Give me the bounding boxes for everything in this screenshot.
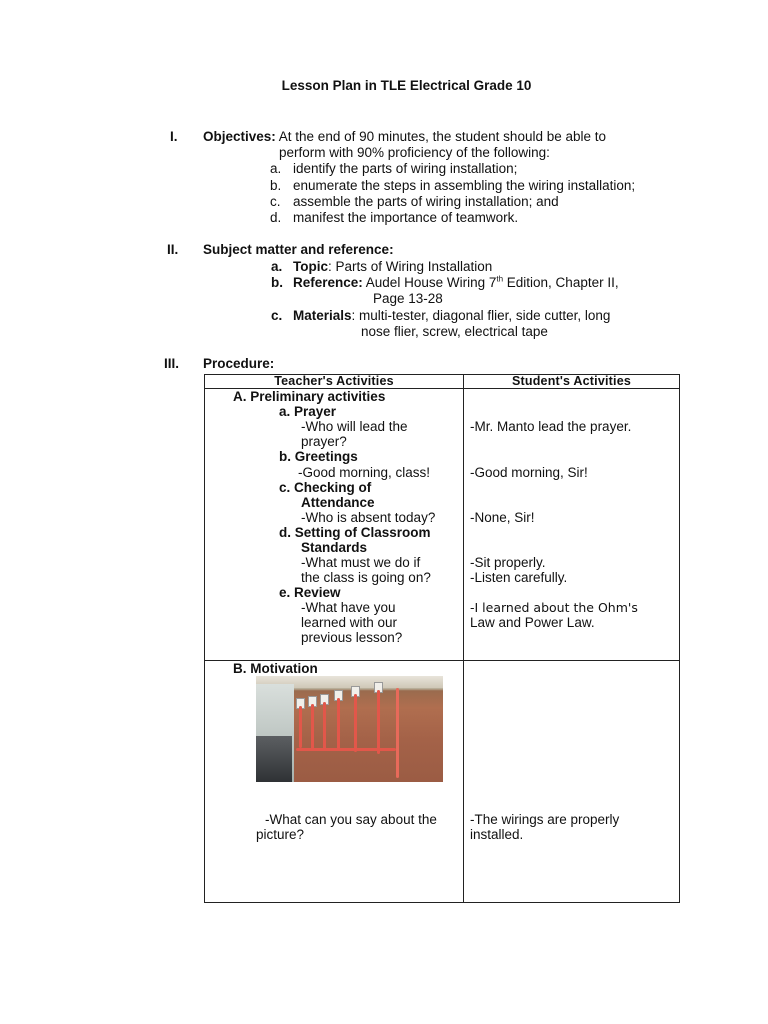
prayer-label: a. Prayer — [279, 404, 337, 419]
section-numeral-2: II. — [167, 242, 179, 257]
topic-text: : Parts of Wiring Installation — [328, 259, 493, 274]
topic-line — [293, 259, 492, 275]
objectives-intro-text: At the end of 90 minutes, the student should be able to — [275, 129, 607, 144]
attendance-label-cont: Attendance — [301, 495, 375, 510]
materials-line — [293, 308, 610, 324]
objectives-heading: Objectives: — [203, 129, 276, 144]
greetings-label: b. Greetings — [279, 449, 358, 464]
reference-pages: Page 13-28 — [373, 291, 443, 306]
review-question-cont: learned with our — [301, 615, 398, 630]
reference-text-cont: Edition, Chapter II, — [503, 275, 619, 290]
standards-question-cont: the class is going on? — [301, 570, 431, 585]
greetings-answer: -Good morning, Sir! — [470, 465, 588, 480]
topic-label: Topic — [293, 259, 328, 274]
wiring-installation-photo — [256, 676, 443, 782]
section-numeral-1: I. — [170, 129, 178, 144]
standards-label: d. Setting of Classroom — [279, 525, 431, 540]
procedure-table — [204, 374, 680, 903]
objective-letter: b. — [270, 178, 282, 193]
section-numeral-3: III. — [164, 356, 180, 371]
motivation-question-cont: picture? — [256, 827, 305, 842]
objective-letter: d. — [270, 210, 282, 225]
review-label: e. Review — [279, 585, 341, 600]
column-header-teacher: Teacher's Activities — [205, 375, 464, 389]
materials-label: Materials — [293, 308, 352, 323]
student-preliminary-cell — [464, 389, 680, 661]
standards-question: -What must we do if — [301, 555, 421, 570]
reference-label: Reference: — [293, 275, 363, 290]
prayer-question-cont: prayer? — [301, 434, 347, 449]
teacher-motivation-cell — [205, 661, 464, 903]
materials-line2: nose flier, screw, electrical tape — [361, 324, 548, 339]
reference-line — [293, 275, 619, 291]
student-motivation-cell — [464, 661, 680, 903]
objectives-intro-line2: perform with 90% proficiency of the following: — [279, 145, 550, 160]
subject-matter-heading: Subject matter and reference: — [203, 242, 394, 257]
attendance-question: -Who is absent today? — [301, 510, 436, 525]
objective-letter: c. — [270, 194, 281, 209]
motivation-question: -What can you say about the — [265, 812, 437, 827]
objective-letter: a. — [270, 161, 282, 176]
greetings-question: -Good morning, class! — [298, 465, 431, 480]
objective-item: assemble the parts of wiring installation; and — [293, 194, 559, 209]
attendance-answer: -None, Sir! — [470, 510, 535, 525]
prayer-answer: -Mr. Manto lead the prayer. — [470, 419, 632, 434]
review-question: -What have you — [301, 600, 396, 615]
objective-item: manifest the importance of teamwork. — [293, 210, 519, 225]
motivation-answer-cont: installed. — [470, 827, 524, 842]
materials-text: : multi-tester, diagonal flier, side cutter, long — [351, 308, 611, 323]
review-question-cont2: previous lesson? — [301, 630, 403, 645]
materials-letter: c. — [271, 308, 283, 323]
standards-label-cont: Standards — [301, 540, 368, 555]
standards-answer: -Sit properly. — [470, 555, 546, 570]
attendance-label: c. Checking of — [279, 480, 372, 495]
topic-letter: a. — [271, 259, 283, 274]
objective-item: identify the parts of wiring installation; — [293, 161, 518, 176]
objective-item: enumerate the steps in assembling the wiring installation; — [293, 178, 636, 193]
procedure-heading: Procedure: — [203, 356, 275, 371]
motivation-answer: -The wirings are properly — [470, 812, 620, 827]
reference-superscript: th — [496, 274, 504, 284]
review-answer-cont: Law and Power Law. — [470, 615, 595, 630]
reference-letter: b. — [271, 275, 283, 290]
document-title: Lesson Plan in TLE Electrical Grade 10 — [281, 78, 532, 93]
teacher-preliminary-cell — [205, 389, 464, 661]
review-answer: -I learned about the Ohm's — [470, 600, 638, 615]
preliminary-heading: A. Preliminary activities — [233, 389, 386, 404]
standards-answer-cont: -Listen carefully. — [470, 570, 568, 585]
column-header-student: Student's Activities — [464, 375, 680, 389]
reference-text: Audel House Wiring 7 — [362, 275, 497, 290]
objectives-intro — [203, 129, 606, 145]
motivation-heading: B. Motivation — [233, 661, 318, 676]
prayer-question: -Who will lead the — [301, 419, 408, 434]
